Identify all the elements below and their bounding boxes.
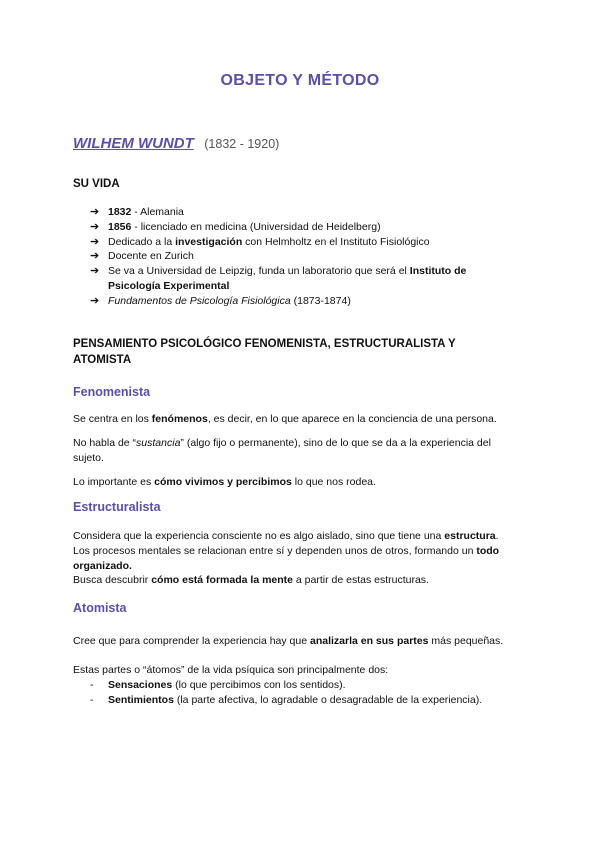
list-item: ➔ Fundamentos de Psicología Fisiológica (1873-1874): [90, 294, 351, 307]
estructuralista-line-2: Los procesos mentales se relacionan entre sí y dependen unos de otros, formando un todo organizado.: [73, 544, 500, 572]
fenomenista-paragraph-2: No habla de “sustancia” (algo fijo o permanente), sino de lo que se da a la experiencia del sujeto.: [73, 437, 491, 464]
fenomenista-paragraph-3: Lo importante es cómo vivimos y percibimos lo que nos rodea.: [73, 476, 376, 488]
arrow-icon: ➔: [90, 235, 100, 248]
author-name: WILHEM WUNDT: [73, 135, 194, 152]
list-item: ➔ Se va a Universidad de Leipzig, funda un laboratorio que será el Instituto de Psicología Experimental: [90, 265, 467, 292]
atomista-paragraph-1: Cree que para comprender la experiencia hay que analizarla en sus partes más pequeñas.: [73, 635, 504, 647]
su-vida-list: [90, 205, 510, 309]
dash-bullet-icon: -: [90, 693, 94, 706]
list-item: ➔ 1856 - licenciado en medicina (Universidad de Heidelberg): [90, 220, 381, 233]
estructuralista-line-1: Considera que la experiencia consciente no es algo aislado, sino que tiene una estructura.: [73, 530, 499, 542]
arrow-icon: ➔: [90, 220, 100, 233]
pensamiento-heading: PENSAMIENTO PSICOLÓGICO FENOMENISTA, ESTRUCTURALISTA Y ATOMISTA: [73, 338, 456, 366]
estructuralista-heading: Estructuralista: [73, 500, 161, 514]
list-item: - Sensaciones (lo que percibimos con los sentidos).: [90, 679, 346, 691]
list-item: ➔ 1832 - Alemania: [90, 206, 184, 218]
arrow-icon: ➔: [90, 250, 100, 263]
arrow-icon: ➔: [90, 206, 100, 218]
su-vida-heading: SU VIDA: [73, 178, 120, 190]
list-item: - Sentimientos (la parte afectiva, lo agradable o desagradable de la experiencia).: [90, 693, 483, 706]
arrow-icon: ➔: [90, 294, 100, 307]
atomista-paragraph-2: Estas partes o “átomos” de la vida psíquica son principalmente dos:: [73, 664, 389, 676]
dash-bullet-icon: -: [90, 679, 94, 691]
estructuralista-line-3: Busca descubrir cómo está formada la mente a partir de estas estructuras.: [73, 574, 429, 587]
page-title: OBJETO Y MÉTODO: [220, 72, 380, 89]
fenomenista-heading: Fenomenista: [73, 385, 151, 399]
atomista-list: [90, 678, 530, 708]
fenomenista-paragraph-1: Se centra en los fenómenos, es decir, en lo que aparece en la conciencia de una persona.: [73, 413, 497, 425]
list-item: ➔ Docente en Zurich: [90, 250, 194, 263]
author-years: (1832 - 1920): [204, 137, 280, 151]
arrow-icon: ➔: [90, 265, 100, 278]
author-heading: [73, 135, 279, 153]
list-item: ➔ Dedicado a la investigación con Helmholtz en el Instituto Fisiológico: [90, 235, 430, 248]
estructuralista-paragraph: [73, 529, 533, 588]
atomista-heading: Atomista: [73, 601, 127, 615]
